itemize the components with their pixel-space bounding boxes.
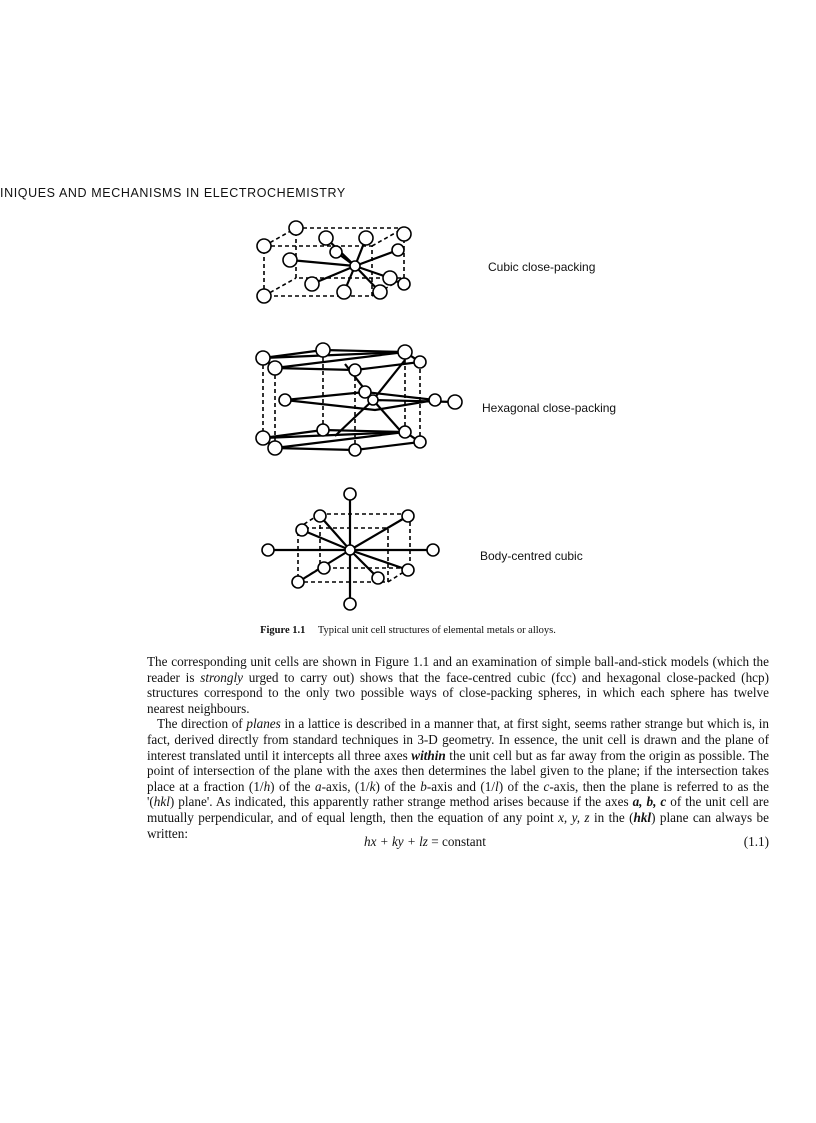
hcp-unit-cell-diagram [245, 340, 465, 460]
body-text [147, 654, 769, 841]
figure-caption [0, 625, 816, 636]
paragraph-2: The direction of planes in a lattice is described in a manner that, at first sight, seems rather strange but which is, in fact, derived directly from standard techniques in 3-D geometry. In essence, the unit cell is drawn and the plane of interest translated until it intercepts all three axes within the unit cell but as far away from the origin as possible. The point of intersection of the plane with the axes then determines the label given to the plane; if the intersection takes place at a fraction (1/h) of the a-axis, (1/k) of the b-axis and (1/l) of the c-axis, then the plane is referred to as the '(hkl) plane'. As indicated, this apparently rather strange method arises because if the axes a, b, c of the unit cell are mutually perpendicular, and of equal length, then the equation of any point x, y, z in the (hkl) plane can always be written: [147, 716, 769, 841]
equation-number: (1.1) [743, 834, 769, 849]
label-hcp: Hexagonal close-packing [482, 401, 617, 415]
label-ccp: Cubic close-packing [488, 260, 596, 274]
figure-ccp [240, 220, 420, 305]
figure-hcp [245, 340, 465, 460]
figure-caption-text: Typical unit cell structures of elemental metals or alloys. [317, 625, 556, 636]
paragraph-1: The corresponding unit cells are shown in Figure 1.1 and an examination of simple ball-and-stick models (which the reader is strongly urged to carry out) shows that the face-centred cubic (fcc) and hexagonal close-packed (hcp) structures correspond to the only two possible ways of close-packing spheres, in which each sphere has twelve nearest neighbours. [147, 654, 770, 716]
bcc-unit-cell-diagram [258, 486, 448, 614]
figure-number: Figure 1.1 [260, 625, 306, 636]
equation-expression: hx + ky + lz = constant [364, 834, 486, 849]
ccp-unit-cell-diagram [240, 220, 420, 305]
label-bcc: Body-centred cubic [480, 549, 583, 563]
running-header: INIQUES AND MECHANISMS IN ELECTROCHEMISTRY [0, 186, 346, 200]
figure-bcc [258, 486, 448, 614]
